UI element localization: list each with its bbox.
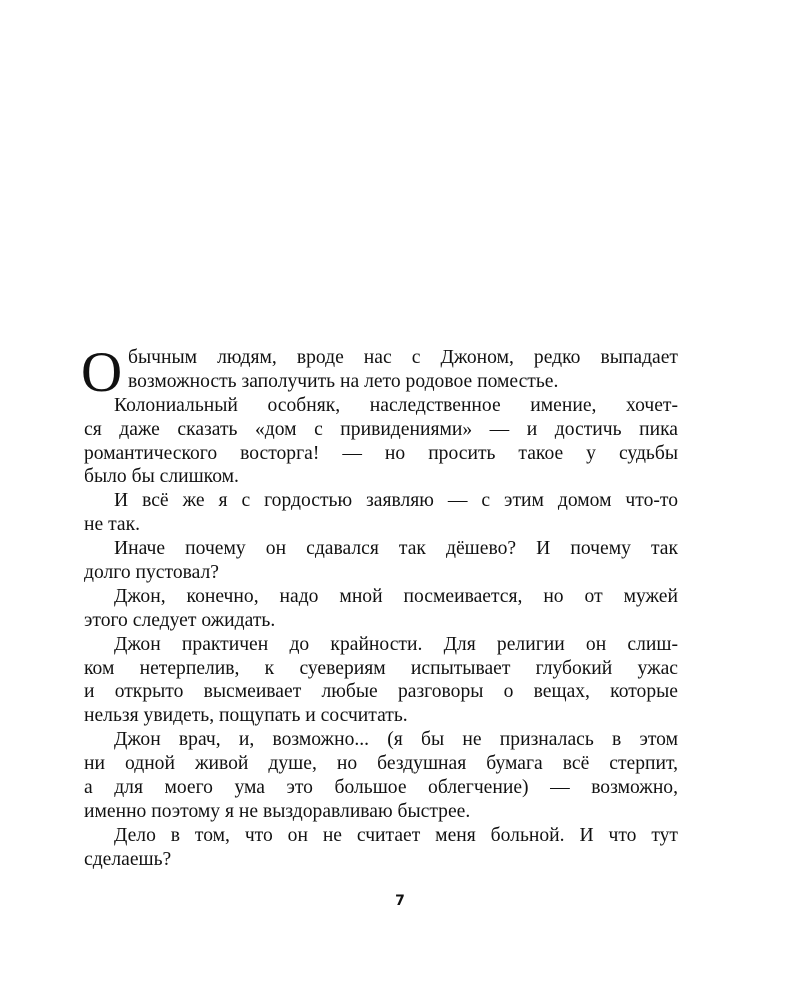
- text-line: Дело в том, что он не считает меня больной. И что тут: [114, 824, 678, 846]
- text-line: Джон врач, и, возможно... (я бы не призналась в этом: [114, 729, 678, 751]
- page-number: 7: [395, 893, 405, 909]
- text-line: ком нетерпелив, к суевериям испытывает глубокий ужас: [84, 657, 678, 679]
- text-line: долго пустовал?: [84, 562, 219, 584]
- paragraph: [84, 728, 678, 824]
- drop-cap: О: [81, 341, 123, 404]
- text-line: бычным людям, вроде нас с Джоном, редко выпадает: [128, 347, 678, 368]
- paragraph: [84, 394, 678, 490]
- paragraph: [84, 633, 678, 729]
- text-line: Колониальный особняк, наследственное имение, хочет-: [114, 394, 678, 416]
- text-line: не так.: [84, 514, 140, 536]
- text-line: ни одной живой душе, но бездушная бумага всё стерпит,: [84, 753, 678, 775]
- text-line: возможность заполучить на лето родовое поместье.: [128, 370, 559, 392]
- text-line: романтического восторга! — но просить такое у судьбы: [84, 442, 678, 464]
- text-line: Иначе почему он сдавался так дёшево? И почему так: [114, 538, 678, 560]
- text-line: Джон, конечно, надо мной посмеивается, но от мужей: [114, 585, 678, 607]
- text-line: ся даже сказать «дом с привидениями» — и достичь пика: [84, 418, 678, 440]
- text-line: сделаешь?: [84, 848, 172, 870]
- paragraph: [84, 585, 678, 633]
- body-text: [81, 341, 678, 872]
- text-line: было бы слишком.: [84, 466, 239, 488]
- text-line: Джон практичен до крайности. Для религии он слиш-: [114, 633, 678, 655]
- text-line: именно поэтому я не выздоравливаю быстрее.: [84, 800, 471, 822]
- text-line: а для моего ума это большое облегчение) — возможно,: [84, 777, 678, 799]
- text-line: этого следует ожидать.: [84, 609, 276, 631]
- text-line: И всё же я с гордостью заявляю — с этим домом что-то: [114, 490, 678, 512]
- text-line: нельзя увидеть, пощупать и сосчитать.: [84, 705, 408, 727]
- paragraph: [84, 537, 678, 585]
- paragraph: [84, 824, 678, 872]
- paragraph: [81, 341, 678, 404]
- paragraph: [84, 489, 678, 537]
- text-line: и открыто высмеивает любые разговоры о вещах, которые: [84, 681, 678, 703]
